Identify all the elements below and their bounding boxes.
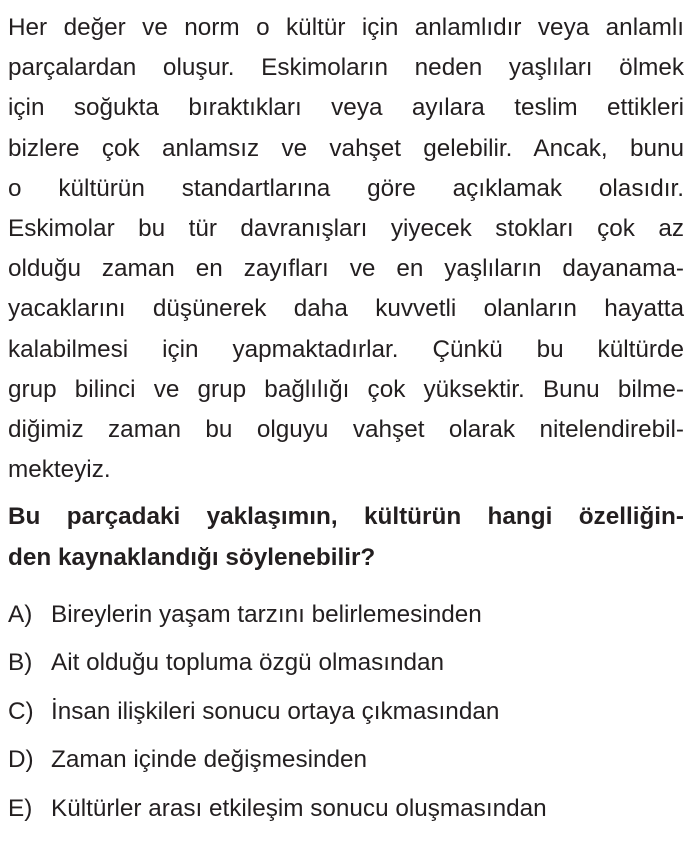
passage-line: Her değer ve norm o kültür için anlamlıdır veya anlamlı (8, 14, 684, 41)
option-letter: C) (8, 697, 34, 725)
passage-line: kalabilmesi için yapmaktadırlar. Çünkü bu kültürde (8, 335, 684, 363)
passage-line: mekteyiz. (8, 456, 111, 484)
passage-line: Eskimolar bu tür davranışları yiyecek stokları çok az (8, 214, 684, 242)
option-letter: A) (8, 600, 33, 628)
option-letter: B) (8, 649, 33, 677)
passage-line: parçalardan oluşur. Eskimoların neden yaşlıları ölmek (8, 54, 684, 82)
option-a[interactable] (8, 590, 684, 639)
passage-line: o kültürün standartlarına göre açıklamak olasıdır. (8, 174, 684, 202)
option-text: İnsan ilişkileri sonucu ortaya çıkmasından (51, 697, 500, 725)
option-letter: D) (8, 746, 34, 774)
option-text: Ait olduğu topluma özgü olmasından (51, 649, 445, 677)
question-page (8, 8, 684, 833)
passage-line: için soğukta bıraktıkları veya ayılara teslim ettikleri (8, 94, 684, 122)
option-e[interactable] (8, 785, 684, 834)
option-d[interactable] (8, 736, 684, 785)
passage (8, 8, 684, 490)
option-text: Kültürler arası etkileşim sonucu oluşmasından (51, 794, 547, 822)
passage-line: olduğu zaman en zayıfları ve en yaşlıların dayanama- (8, 255, 684, 283)
question-line: Bu parçadaki yaklaşımın, kültürün hangi özelliğin- (8, 503, 684, 531)
option-b[interactable] (8, 639, 684, 688)
question-stem (8, 496, 684, 578)
question-line: den kaynaklandığı söylenebilir? (8, 544, 376, 572)
option-letter: E) (8, 794, 33, 822)
passage-line: diğimiz zaman bu olguyu vahşet olarak nitelendirebil- (8, 415, 684, 443)
option-text: Bireylerin yaşam tarzını belirlemesinden (51, 600, 482, 628)
passage-line: grup bilinci ve grup bağlılığı çok yüksektir. Bunu bilme- (8, 375, 684, 403)
answer-options (8, 590, 684, 833)
passage-line: yacaklarını düşünerek daha kuvvetli olanların hayatta (8, 295, 684, 323)
option-text: Zaman içinde değişmesinden (51, 746, 368, 774)
passage-line: bizlere çok anlamsız ve vahşet gelebilir. Ancak, bunu (8, 134, 684, 162)
option-c[interactable] (8, 687, 684, 736)
